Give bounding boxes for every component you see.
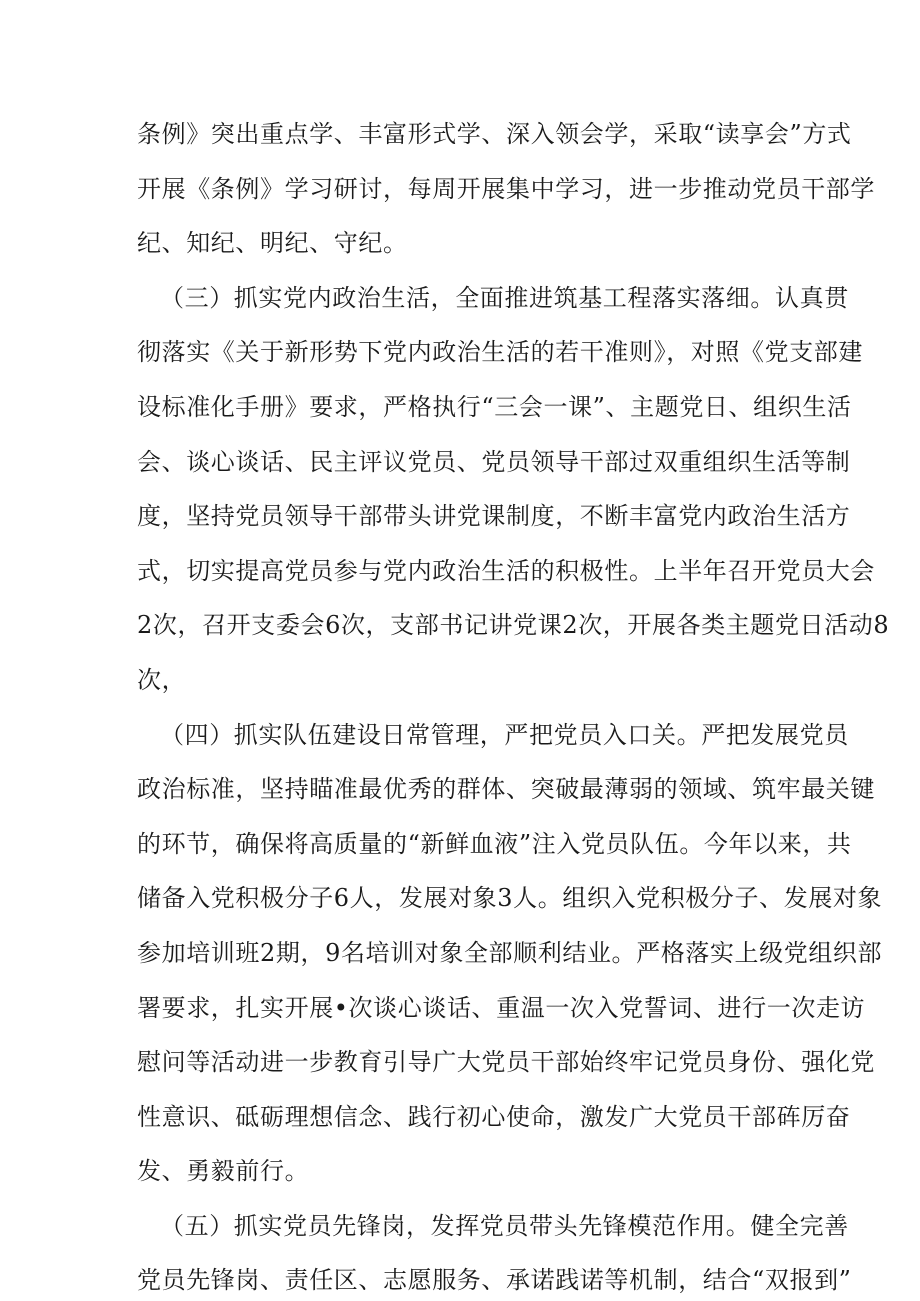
text-line: 度，坚持党员领导干部带头讲党课制度，不断丰富党内政治生活方 [137, 502, 851, 531]
text-line: 式，切实提高党员参与党内政治生活的积极性。上半年召开党员大会 [137, 556, 875, 585]
text-line: 2次，召开支委会6次，支部书记讲党课2次，开展各类主题党日活动8 [137, 611, 890, 640]
text-line: 设标准化手册》要求，严格执行“三会一课”、主题党日、组织生活 [137, 392, 852, 421]
text-line: 党员先锋岗、责任区、志愿服务、承诺践诺等机制，结合“双报到” [137, 1266, 852, 1295]
text-line: 署要求，扎实开展•次谈心谈话、重温一次入党誓词、进行一次走访 [137, 993, 866, 1022]
text-line: 慰问等活动进一步教育引导广大党员干部始终牢记党员身份、强化党 [137, 1048, 875, 1077]
text-line: 会、谈心谈话、民主评议党员、党员领导干部过双重组织生活等制 [137, 447, 851, 476]
section-heading-line: （三）抓实党内政治生活，全面推进筑基工程落实落细。认真贯 [160, 283, 849, 312]
text-line: 参加培训班2期，9名培训对象全部顺利结业。严格落实上级党组织部 [137, 938, 883, 967]
text-line: 政治标准，坚持瞄准最优秀的群体、突破最薄弱的领域、筑牢最关键 [137, 775, 875, 804]
text-line: 性意识、砥砺理想信念、践行初心使命，激发广大党员干部砗厉奋 [137, 1102, 851, 1131]
text-line: 条例》突出重点学、丰富形式学、深入领会学，采取“读享会”方式 [137, 120, 852, 148]
text-line: 发、勇毅前行。 [137, 1157, 310, 1186]
text-line: 的环节，确保将高质量的“新鲜血液”注入党员队伍。今年以来，共 [137, 829, 852, 858]
text-line: 次， [137, 665, 187, 694]
text-line: 纪、知纪、明纪、守纪。 [137, 229, 408, 258]
text-line: 彻落实《关于新形势下党内政治生活的若干准则》，对照《党支部建 [137, 338, 863, 367]
text-line: 储备入党积极分子6人，发展对象3人。组织入党积极分子、发展对象 [137, 884, 883, 913]
document-body [0, 107, 920, 1301]
section-heading-line: （五）抓实党员先锋岗，发挥党员带头先锋模范作用。健全完善 [160, 1211, 849, 1240]
text-line: 开展《条例》学习研讨，每周开展集中学习，进一步推动党员干部学 [137, 174, 875, 203]
section-heading-line: （四）抓实队伍建设日常管理，严把党员入口关。严把发展党员 [160, 720, 849, 749]
